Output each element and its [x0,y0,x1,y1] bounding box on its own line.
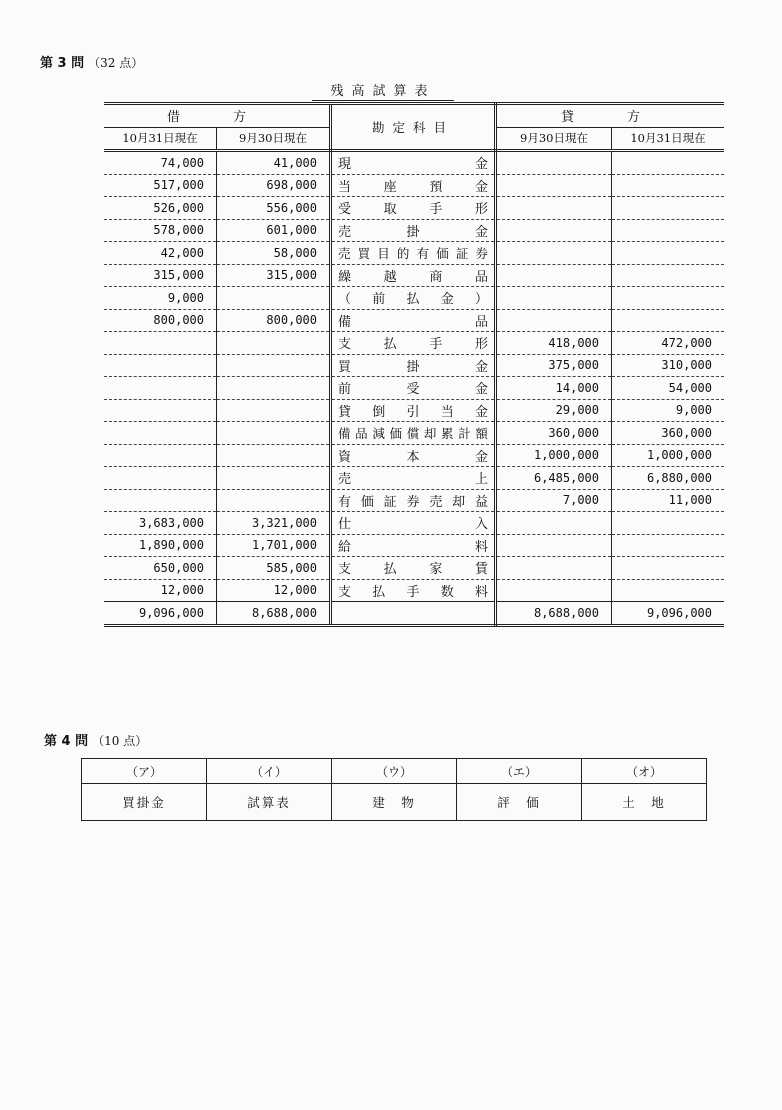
table-row [104,534,724,557]
account-name [338,468,488,487]
debit-sep30-cell: 1,701,000 [217,534,331,557]
credit-oct31-cell [612,151,725,175]
credit-oct31-cell: 6,880,000 [612,467,725,490]
table-row [104,512,724,535]
answer-label: （ウ） [332,759,457,784]
account-char: 貸 [338,404,352,420]
account-char: （ [338,292,352,308]
answer-value: 土 地 [582,784,707,821]
account-char: 金 [474,449,488,465]
table-row [104,489,724,512]
account-name-cell [331,489,496,512]
account-name [338,333,488,352]
credit-oct31-cell: 360,000 [612,422,725,445]
question-4-points: （10 点） [92,734,148,748]
account-name-cell [331,422,496,445]
debit-oct31-cell [104,467,217,490]
account-name [338,378,488,397]
account-name-cell [331,557,496,580]
debit-sep30-cell: 601,000 [217,219,331,242]
debit-oct31-cell [104,444,217,467]
answer-label: （イ） [207,759,332,784]
account-char: 品 [474,269,488,285]
table-row [104,264,724,287]
table-row [104,197,724,220]
account-char: 払 [406,292,420,308]
account-name-cell [331,354,496,377]
account-char: 金 [440,292,454,308]
debit-sep30-cell: 698,000 [217,174,331,197]
credit-sep30-cell: 375,000 [496,354,612,377]
account-char: 買 [357,245,371,261]
account-name [338,311,488,330]
account-char: 累 [441,425,454,441]
debit-oct31-cell: 578,000 [104,219,217,242]
debit-oct31-cell: 800,000 [104,309,217,332]
credit-sep30-cell [496,534,612,557]
account-name [338,288,488,307]
table-row [104,354,724,377]
table-row [104,467,724,490]
debit-sep30-cell: 315,000 [217,264,331,287]
account-char: 当 [338,179,352,195]
table-row [104,444,724,467]
credit-oct31-cell: 11,000 [612,489,725,512]
account-name-cell [331,242,496,265]
account-name-cell [331,444,496,467]
account-name-cell [331,287,496,310]
credit-header: 貸 方 [496,104,725,128]
total-credit-sep30: 8,688,000 [496,602,612,626]
account-name-cell [331,399,496,422]
account-name [338,424,488,442]
account-name-cell [331,174,496,197]
account-char: 数 [440,584,454,600]
account-char: 現 [338,157,352,173]
table-row [104,151,724,175]
account-char: 却 [423,425,437,441]
account-char: 売 [338,224,352,240]
account-char: 料 [474,539,488,555]
account-char: 品 [474,314,488,330]
account-char: 額 [475,425,488,441]
credit-oct31-cell: 472,000 [612,332,725,355]
account-char: 払 [383,337,397,353]
debit-sep30-cell: 3,321,000 [217,512,331,535]
account-char: 上 [474,472,488,488]
debit-oct31-cell [104,377,217,400]
account-name [338,356,488,375]
table-row [104,579,724,602]
account-name-cell [331,332,496,355]
table-row [104,242,724,265]
account-char: 前 [338,382,352,398]
account-char: 証 [383,494,397,510]
account-name [338,491,488,510]
account-char: 償 [406,425,420,441]
debit-oct31-cell: 3,683,000 [104,512,217,535]
account-char: 売 [338,245,351,261]
debit-oct31-cell [104,332,217,355]
account-name [338,513,488,532]
answer-value: 買掛金 [82,784,207,821]
credit-sep30-cell [496,557,612,580]
account-char: 備 [338,314,352,330]
account-char: 手 [429,337,443,353]
answer-label: （エ） [457,759,582,784]
table-row [104,399,724,422]
credit-oct31-cell [612,534,725,557]
debit-oct31-cell: 650,000 [104,557,217,580]
debit-header: 借 方 [104,104,331,128]
account-char: 価 [436,245,449,261]
debit-sep30-cell: 12,000 [217,579,331,602]
debit-oct31-cell: 526,000 [104,197,217,220]
account-char: 売 [429,494,443,510]
account-char: 当 [440,404,454,420]
account-char: 形 [474,202,488,218]
credit-sep30-cell [496,151,612,175]
account-name [338,446,488,465]
credit-oct31-cell [612,557,725,580]
account-char: 支 [338,584,352,600]
debit-oct31-cell [104,489,217,512]
debit-oct31-cell [104,354,217,377]
account-name [338,536,488,555]
total-debit-sep30: 8,688,000 [217,602,331,626]
account-char: 金 [474,359,488,375]
credit-oct31-cell: 310,000 [612,354,725,377]
answer-value-row [82,784,707,821]
debit-sep30-cell: 41,000 [217,151,331,175]
account-char: 取 [383,202,397,218]
account-name [338,176,488,195]
trial-balance-table [104,102,724,627]
total-account-blank [331,602,496,626]
credit-col-sep30: 9月30日現在 [496,127,612,151]
table-row [104,309,724,332]
debit-sep30-cell: 556,000 [217,197,331,220]
answer-value: 評 価 [457,784,582,821]
account-char: 掛 [406,359,420,375]
account-name [338,581,488,600]
account-name-cell [331,512,496,535]
account-char: 資 [338,449,352,465]
credit-oct31-cell: 1,000,000 [612,444,725,467]
debit-sep30-cell [217,354,331,377]
credit-oct31-cell [612,174,725,197]
debit-sep30-cell [217,444,331,467]
debit-sep30-cell [217,489,331,512]
credit-sep30-cell [496,219,612,242]
account-char: 有 [338,494,352,510]
account-char: 払 [383,562,397,578]
account-char: 金 [474,224,488,240]
account-char: 有 [416,245,430,261]
account-char: 金 [474,179,488,195]
account-name [338,221,488,240]
account-char: 受 [338,202,352,218]
question-4-number: 第 4 問 [44,734,89,749]
account-char: 繰 [338,269,352,285]
account-header: 勘定科目 [331,104,496,151]
account-name-cell [331,151,496,175]
credit-sep30-cell: 418,000 [496,332,612,355]
account-name-cell [331,467,496,490]
credit-sep30-cell [496,197,612,220]
question-4-answer-table [81,758,707,821]
account-name [338,266,488,285]
account-name-cell [331,264,496,287]
credit-sep30-cell: 14,000 [496,377,612,400]
credit-sep30-cell [496,579,612,602]
account-char: 預 [429,179,443,195]
credit-sep30-cell: 1,000,000 [496,444,612,467]
table-row [104,174,724,197]
account-name [338,153,488,172]
debit-sep30-cell [217,399,331,422]
account-char: 目 [377,245,390,261]
debit-oct31-cell [104,399,217,422]
account-char: 商 [429,269,443,285]
account-char: 引 [406,404,420,420]
credit-sep30-cell [496,512,612,535]
credit-sep30-cell: 7,000 [496,489,612,512]
debit-sep30-cell [217,422,331,445]
account-char: 越 [383,269,397,285]
credit-sep30-cell [496,174,612,197]
account-char: 計 [458,425,471,441]
account-char: 券 [475,245,488,261]
debit-oct31-cell: 517,000 [104,174,217,197]
account-char: 売 [338,472,352,488]
credit-sep30-cell [496,242,612,265]
totals-row [104,602,724,626]
account-char: 倒 [372,404,386,420]
account-char: 家 [429,562,443,578]
debit-col-oct31: 10月31日現在 [104,127,217,151]
account-char: 賃 [474,562,488,578]
account-char: 価 [389,425,403,441]
account-name-cell [331,579,496,602]
credit-sep30-cell: 29,000 [496,399,612,422]
table-row [104,377,724,400]
debit-oct31-cell: 74,000 [104,151,217,175]
question-4-heading [44,730,147,749]
account-name [338,244,488,262]
answer-label-row [82,759,707,784]
debit-oct31-cell: 12,000 [104,579,217,602]
credit-sep30-cell [496,309,612,332]
account-char: 支 [338,562,352,578]
credit-oct31-cell [612,309,725,332]
question-3-number: 第 3 問 [40,56,85,71]
debit-oct31-cell: 9,000 [104,287,217,310]
credit-oct31-cell [612,197,725,220]
debit-oct31-cell: 1,890,000 [104,534,217,557]
account-char: 前 [372,292,386,308]
answer-label: （オ） [582,759,707,784]
credit-oct31-cell [612,579,725,602]
account-char: 本 [406,449,420,465]
debit-oct31-cell: 42,000 [104,242,217,265]
debit-sep30-cell [217,332,331,355]
debit-oct31-cell: 315,000 [104,264,217,287]
credit-oct31-cell [612,264,725,287]
account-char: 掛 [406,224,420,240]
credit-sep30-cell [496,287,612,310]
account-char: ） [474,292,488,308]
credit-sep30-cell: 6,485,000 [496,467,612,490]
total-credit-oct31: 9,096,000 [612,602,725,626]
question-3-points: （32 点） [88,56,144,70]
debit-sep30-cell [217,467,331,490]
account-char: 減 [372,425,385,441]
credit-oct31-cell: 9,000 [612,399,725,422]
account-char: 却 [452,494,466,510]
account-char: 券 [406,494,420,510]
account-char: 的 [396,245,410,261]
answer-value: 建 物 [332,784,457,821]
table-row [104,332,724,355]
total-debit-oct31: 9,096,000 [104,602,217,626]
answer-value: 試算表 [207,784,332,821]
account-char: 金 [474,382,488,398]
account-char: 証 [455,245,469,261]
credit-sep30-cell: 360,000 [496,422,612,445]
table-row [104,219,724,242]
account-char: 料 [474,584,488,600]
account-char: 払 [372,584,386,600]
debit-oct31-cell [104,422,217,445]
account-char: 形 [474,337,488,353]
account-char: 受 [406,382,420,398]
answer-label: （ア） [82,759,207,784]
debit-sep30-cell: 800,000 [217,309,331,332]
account-char: 金 [474,157,488,173]
account-name-cell [331,534,496,557]
table-row [104,287,724,310]
credit-oct31-cell [612,219,725,242]
account-name-cell [331,219,496,242]
account-name [338,558,488,577]
account-char: 手 [406,584,420,600]
credit-oct31-cell [612,287,725,310]
credit-sep30-cell [496,264,612,287]
credit-oct31-cell [612,242,725,265]
account-name [338,198,488,217]
debit-sep30-cell: 58,000 [217,242,331,265]
account-char: 仕 [338,517,352,533]
account-char: 金 [474,404,488,420]
account-char: 入 [474,517,488,533]
debit-sep30-cell [217,287,331,310]
account-char: 益 [474,494,488,510]
account-char: 価 [360,494,374,510]
table-row [104,422,724,445]
credit-col-oct31: 10月31日現在 [612,127,725,151]
debit-sep30-cell: 585,000 [217,557,331,580]
question-3-heading [40,52,143,71]
credit-oct31-cell: 54,000 [612,377,725,400]
account-char: 備 [338,425,351,441]
debit-col-sep30: 9月30日現在 [217,127,331,151]
account-name-cell [331,309,496,332]
trial-balance-title: 残高試算表 [312,80,454,101]
account-char: 手 [429,202,443,218]
table-row [104,557,724,580]
account-char: 品 [355,425,368,441]
account-char: 給 [338,539,352,555]
credit-oct31-cell [612,512,725,535]
account-char: 支 [338,337,352,353]
account-char: 買 [338,359,352,375]
debit-sep30-cell [217,377,331,400]
account-char: 座 [383,179,397,195]
account-name [338,401,488,420]
account-name-cell [331,377,496,400]
account-name-cell [331,197,496,220]
